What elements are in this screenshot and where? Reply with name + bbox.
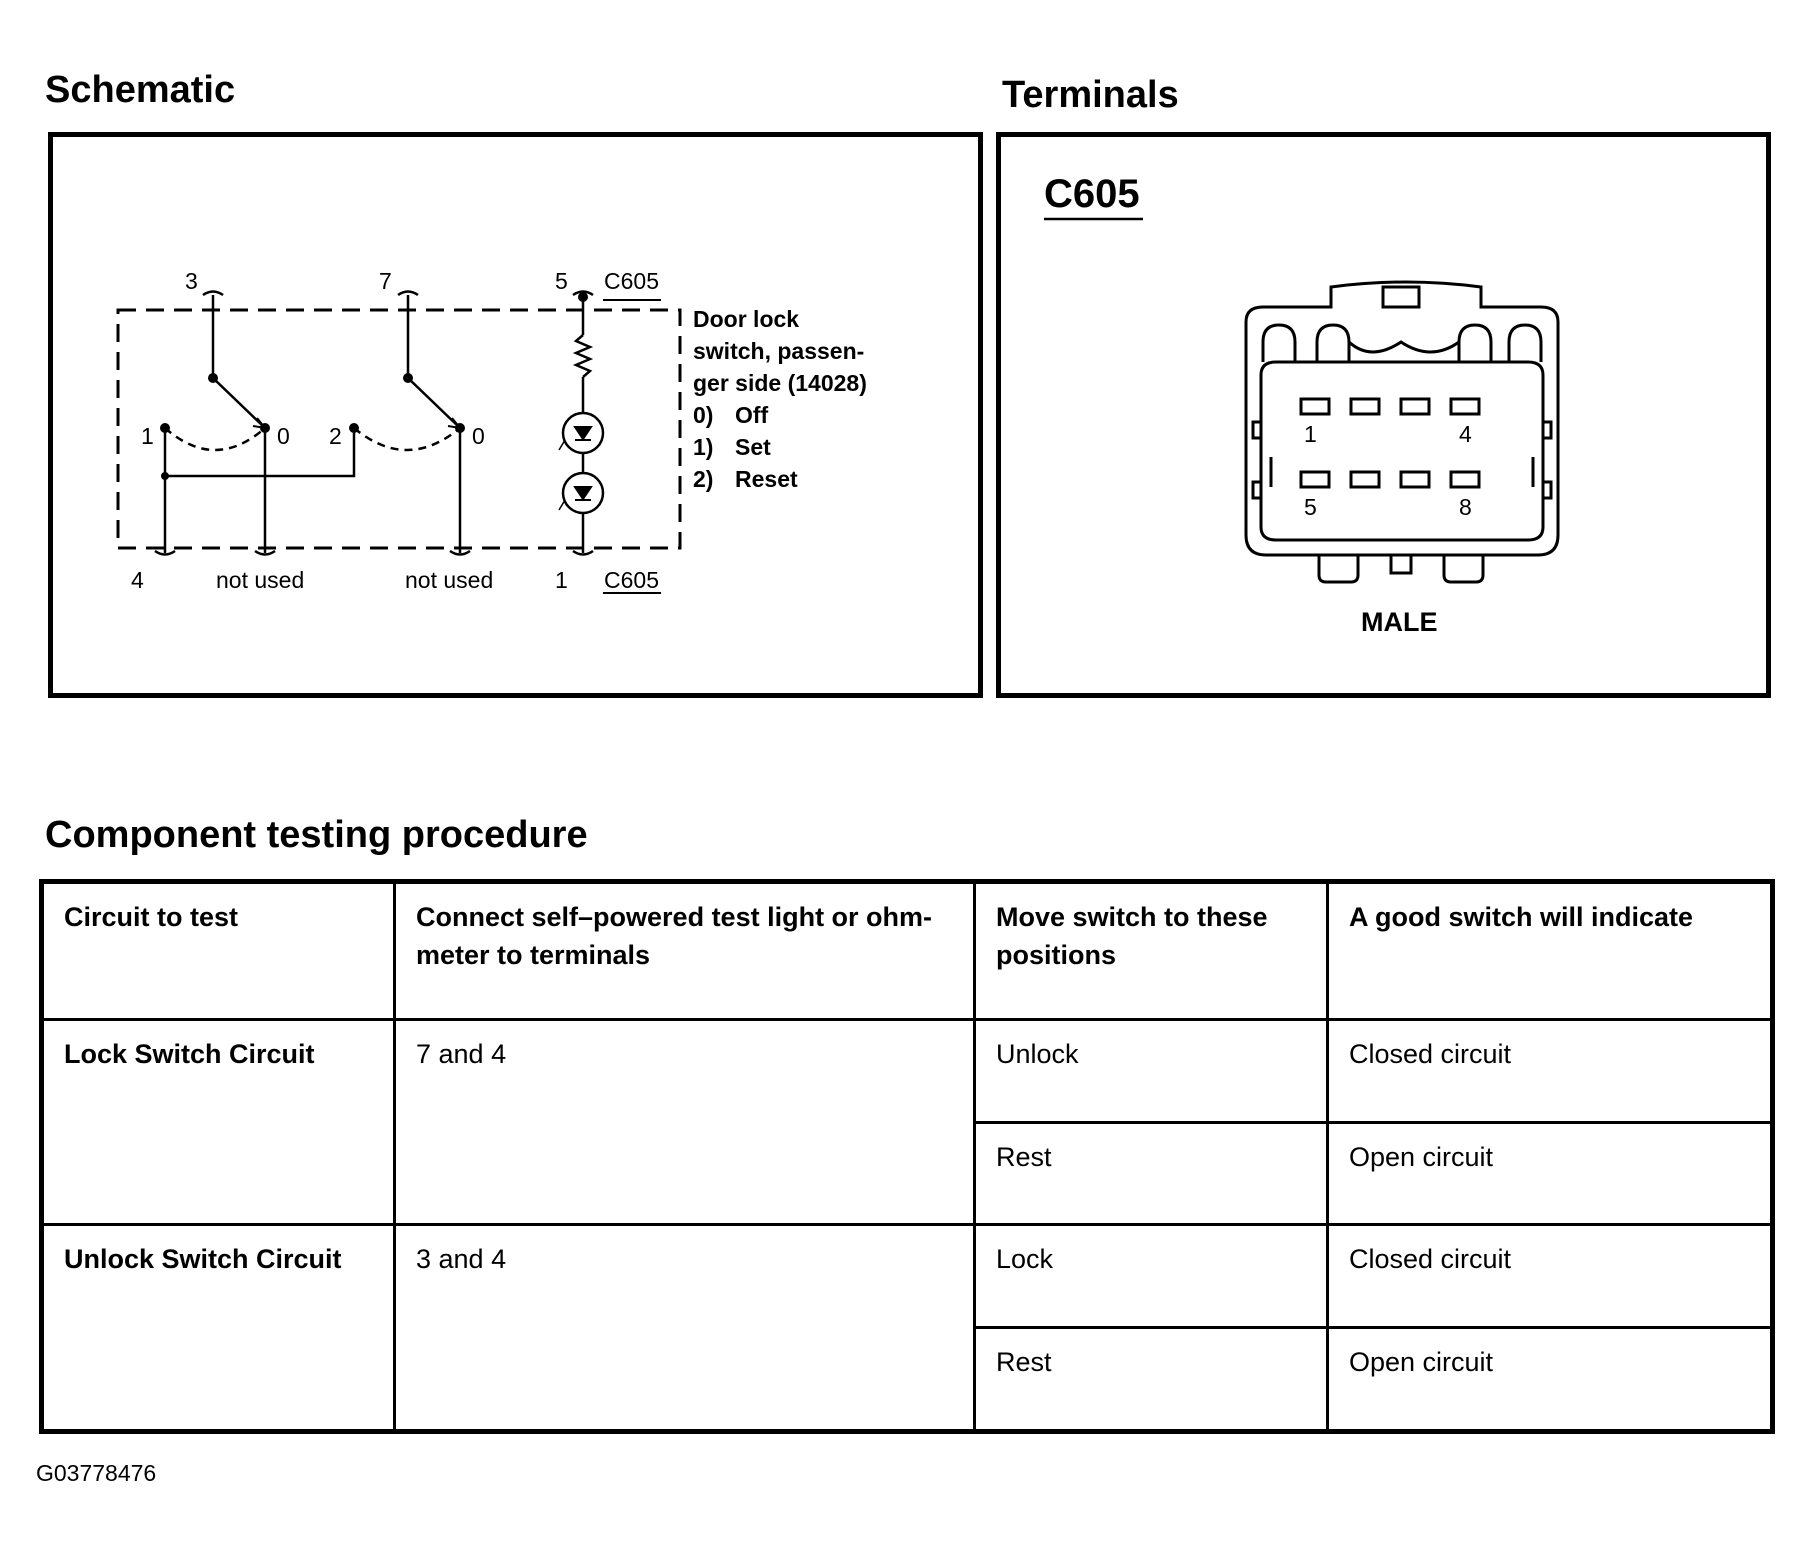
cavity-label-8: 8 xyxy=(1459,494,1472,520)
header-circuit: Circuit to test xyxy=(42,882,395,1020)
pin-cavity-6 xyxy=(1351,472,1379,487)
switch-housing-outline xyxy=(118,310,680,548)
cavity-label-5: 5 xyxy=(1304,494,1317,520)
connector-shell-outline xyxy=(1246,282,1558,555)
position-cell: Rest xyxy=(975,1327,1328,1431)
cavity-label-4: 4 xyxy=(1459,421,1472,447)
procedure-table xyxy=(39,879,1775,1434)
terminals-title: Terminals xyxy=(1002,74,1179,116)
switch-description-line-2: switch, passen- xyxy=(693,338,865,364)
header-positions: Move switch to these positions xyxy=(975,882,1328,1020)
table-row xyxy=(42,1020,1773,1123)
header-result: A good switch will indicate xyxy=(1328,882,1773,1020)
position-label-1: 1 xyxy=(141,423,154,449)
position-label-0b: 0 xyxy=(472,423,485,449)
result-cell: Open circuit xyxy=(1328,1327,1773,1431)
legend-num-0: 0) xyxy=(693,402,714,428)
connector-gender: MALE xyxy=(1361,607,1438,637)
schematic-diagram xyxy=(53,137,978,693)
position-label-2: 2 xyxy=(329,423,342,449)
connector-label-bottom: C605 xyxy=(604,567,659,593)
terminals-panel xyxy=(996,132,1771,698)
connector-id: C605 xyxy=(1044,172,1140,216)
table-header-row xyxy=(42,882,1773,1020)
legend-text-0: Off xyxy=(735,402,769,428)
terminals-cell: 7 and 4 xyxy=(395,1020,975,1225)
switch-description-line-1: Door lock xyxy=(693,306,800,332)
pin-label-5: 5 xyxy=(555,268,568,294)
result-cell: Closed circuit xyxy=(1328,1020,1773,1123)
pin-cavity-4 xyxy=(1451,399,1479,414)
position-label-0a: 0 xyxy=(277,423,290,449)
pin-label-7: 7 xyxy=(379,268,392,294)
figure-id: G03778476 xyxy=(36,1460,157,1486)
schematic-panel xyxy=(48,132,983,698)
table-row xyxy=(42,1225,1773,1328)
cavity-label-1: 1 xyxy=(1304,421,1317,447)
legend-text-1: Set xyxy=(735,434,771,460)
pin-label-3: 3 xyxy=(185,268,198,294)
position-cell: Unlock xyxy=(975,1020,1328,1123)
position-cell: Lock xyxy=(975,1225,1328,1328)
pin-label-1: 1 xyxy=(555,567,568,593)
connector-view xyxy=(1001,137,1766,693)
pin-cavity-7 xyxy=(1401,472,1429,487)
result-cell: Open circuit xyxy=(1328,1122,1773,1225)
legend-num-1: 1) xyxy=(693,434,714,460)
pin-cavity-8 xyxy=(1451,472,1479,487)
circuit-cell: Unlock Switch Circuit xyxy=(42,1225,395,1432)
pin-cavity-1 xyxy=(1301,399,1329,414)
terminals-cell: 3 and 4 xyxy=(395,1225,975,1432)
position-cell: Rest xyxy=(975,1122,1328,1225)
legend-num-2: 2) xyxy=(693,466,714,492)
not-used-label-1: not used xyxy=(216,567,305,593)
pin-cavity-3 xyxy=(1401,399,1429,414)
not-used-label-2: not used xyxy=(405,567,494,593)
legend-text-2: Reset xyxy=(735,466,798,492)
circuit-cell: Lock Switch Circuit xyxy=(42,1020,395,1225)
pin-cavity-2 xyxy=(1351,399,1379,414)
header-terminals: Connect self–powered test light or ohm-meter to terminals xyxy=(395,882,975,1020)
schematic-title: Schematic xyxy=(45,69,236,111)
pin-label-4: 4 xyxy=(131,567,144,593)
pin-cavity-5 xyxy=(1301,472,1329,487)
result-cell: Closed circuit xyxy=(1328,1225,1773,1328)
connector-label-top: C605 xyxy=(604,268,659,294)
switch-description-line-3: ger side (14028) xyxy=(693,370,867,396)
procedure-title: Component testing procedure xyxy=(45,814,588,856)
